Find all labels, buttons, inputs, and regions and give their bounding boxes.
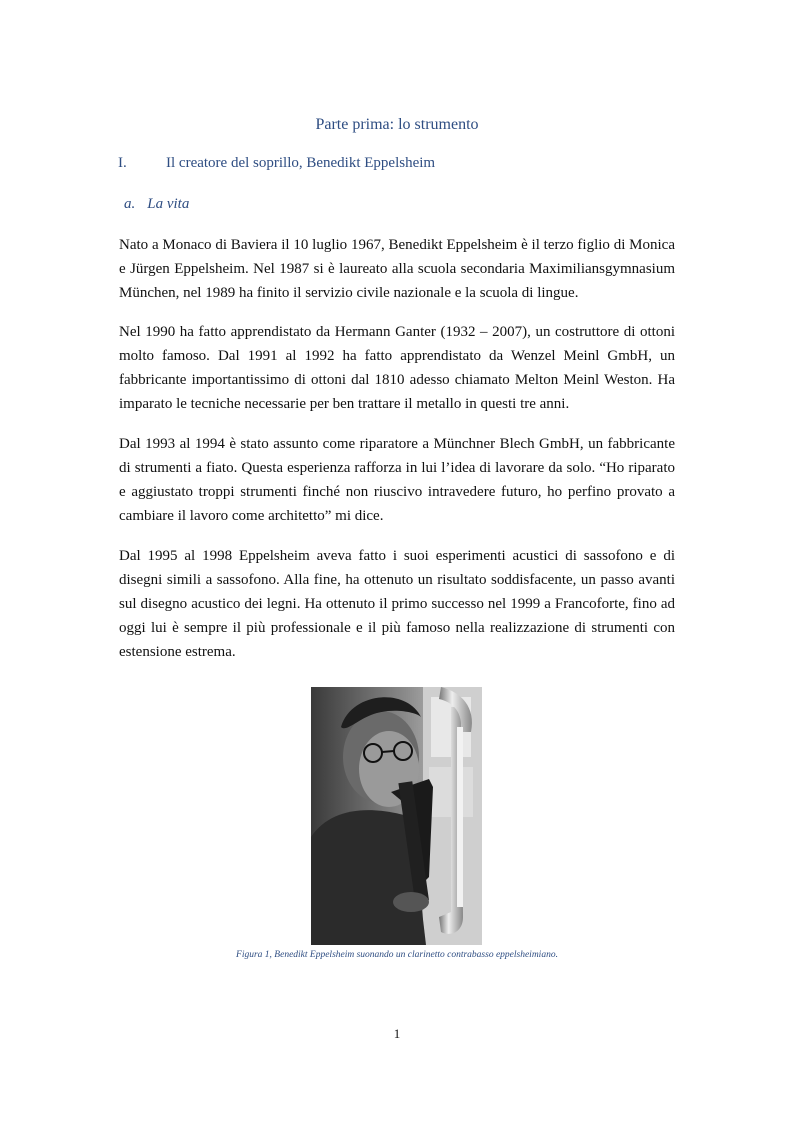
paragraph-1: Nato a Monaco di Baviera il 10 luglio 1967, Benedikt Eppelsheim è il terzo figlio di Monica e Jürgen Eppelsheim. Nel 1987 si è laureato alla scuola secondaria Maximiliansgymnasium München, nel 1989 ha finito il servizio civile nazionale e la scuola di lingue. xyxy=(119,237,675,301)
part-heading: Parte prima: lo strumento xyxy=(315,116,479,133)
figure-photo xyxy=(311,687,482,945)
section-title: La vita xyxy=(147,196,190,212)
page-number: 1 xyxy=(393,1026,401,1041)
paragraph-4: Dal 1995 al 1998 Eppelsheim aveva fatto i suoi esperimenti acustici di sassofono e di disegni simili a sassofono. Alla fine, ha ottenuto un risultato soddisfacente, un passo avanti sul disegno acustico dei legni. Ha ottenuto il primo successo nel 1999 a Francoforte, fino ad oggi lui è sempre il più professionale e il più famoso nella realizzazione di strumenti con estensione estrema. xyxy=(119,548,675,660)
chapter-number: I. xyxy=(118,155,127,171)
figure-caption: Figura 1, Benedikt Eppelsheim suonando un clarinetto contrabasso eppelsheimiano. xyxy=(236,950,558,960)
section-heading xyxy=(124,196,189,213)
paragraph-2: Nel 1990 ha fatto apprendistato da Hermann Ganter (1932 – 2007), un costruttore di ottoni molto famoso. Dal 1991 al 1992 ha fatto apprendistato da Wenzel Meinl GmbH, un fabbricante importantissimo di ottoni dal 1810 adesso chiamato Melton Meinl Weston. Ha imparato le tecniche necessarie per ben trattare il metallo in questi tre anni. xyxy=(119,324,675,412)
paragraph-3: Dal 1993 al 1994 è stato assunto come riparatore a Münchner Blech GmbH, un fabbricante di strumenti a fiato. Questa esperienza rafforza in lui l’idea di lavorare da solo. “Ho riparato e aggiustato troppi strumenti finché non riuscivo intravedere futuro, ho perfino provato a cambiare il lavoro come architetto” mi dice. xyxy=(119,436,675,524)
chapter-title: Il creatore del soprillo, Benedikt Eppelsheim xyxy=(166,155,436,171)
photo-illustration xyxy=(311,687,482,945)
section-letter: a. xyxy=(124,196,136,212)
